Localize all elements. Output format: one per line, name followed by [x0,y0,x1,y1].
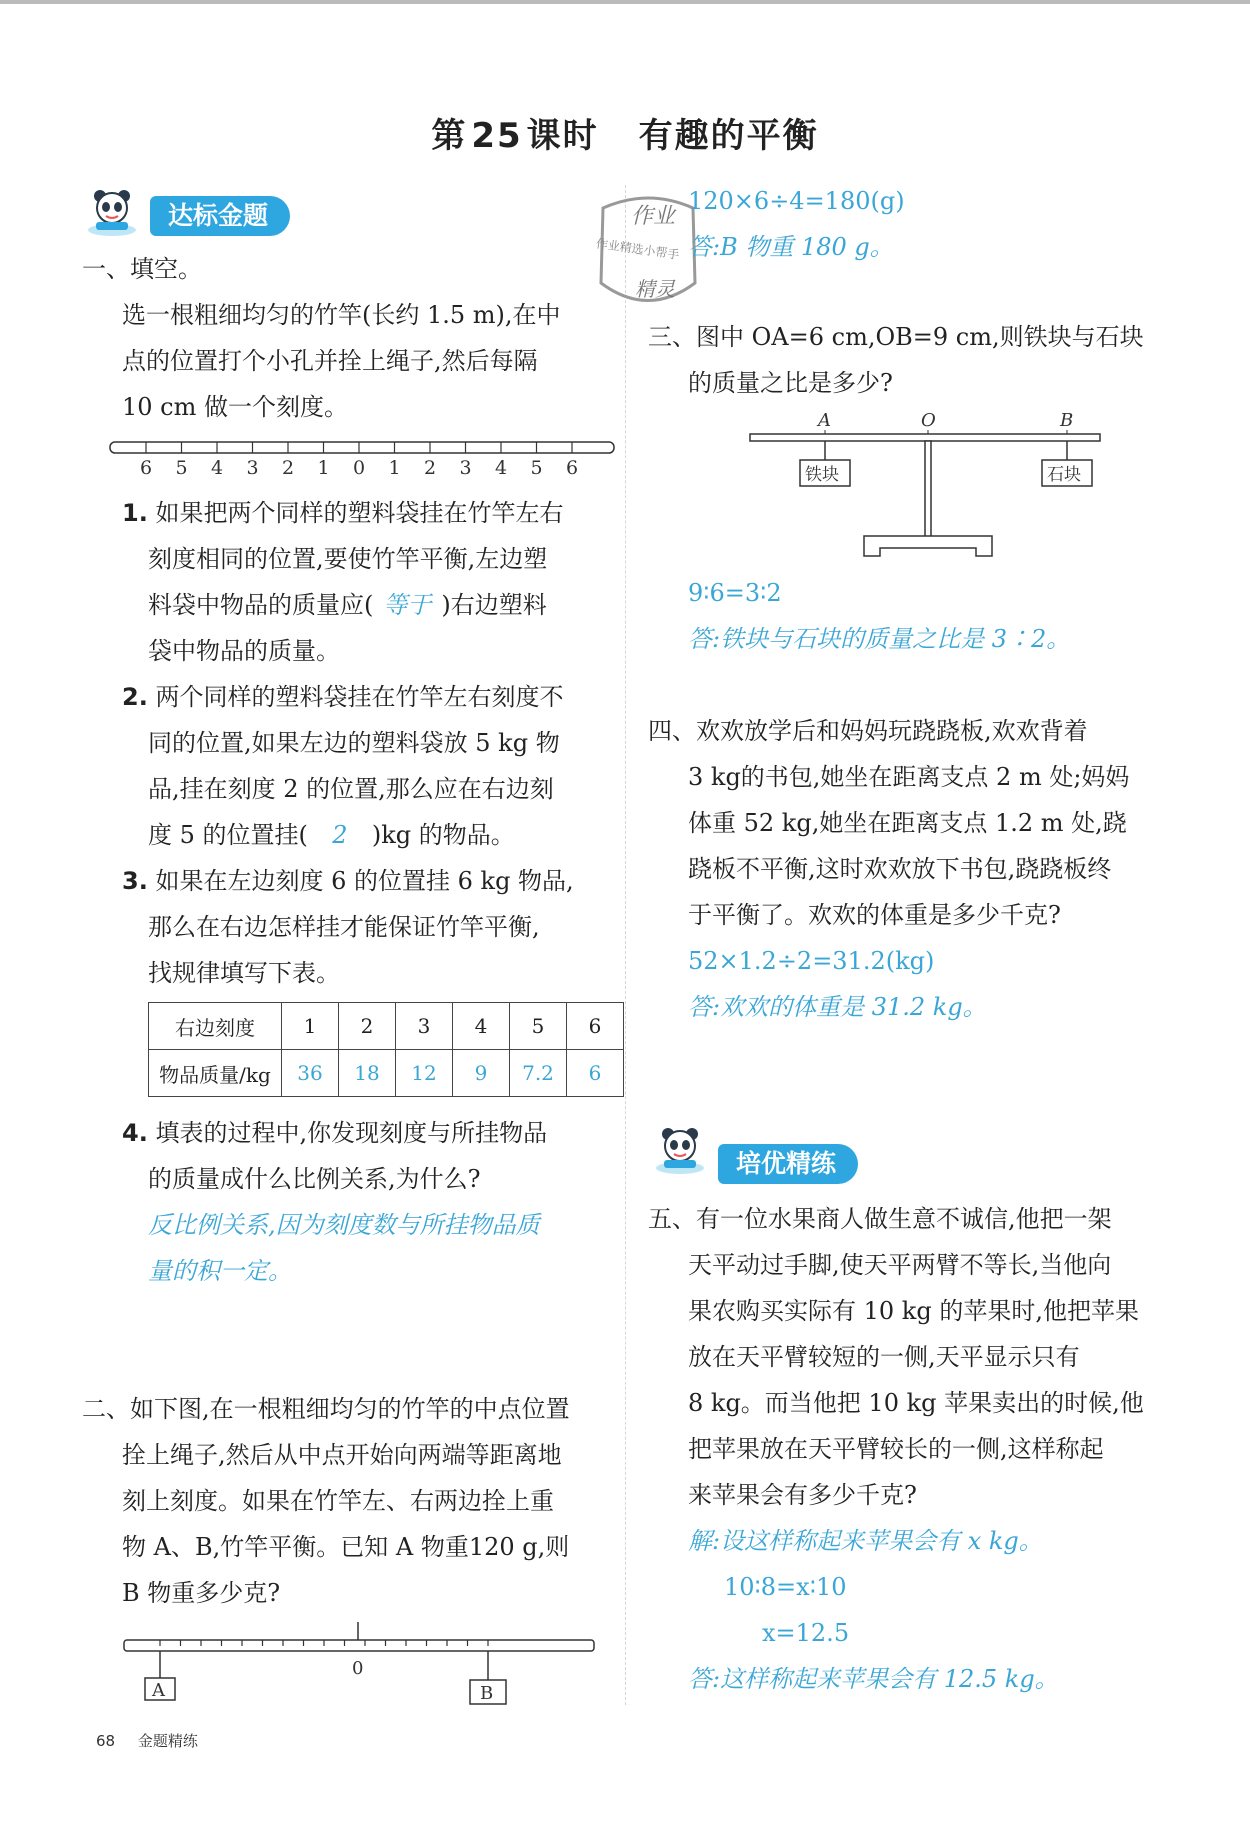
sub1-line: 刻度相同的位置,要使竹竿平衡,左边塑 [148,545,548,573]
page-number: 68 [96,1732,116,1750]
ruler-label: 5 [175,457,188,479]
q3-box-stone: 石块 [1047,465,1081,485]
sub4-answer[interactable]: 反比例关系,因为刻度数与所挂物品质 [148,1211,540,1239]
table-answer-cell[interactable]: 36 [282,1050,339,1097]
q1-sub2 [122,674,612,858]
q2-line: 拴上绳子,然后从中点开始向两端等距离地 [122,1441,562,1469]
q5-line: 放在天平臂较短的一侧,天平显示只有 [688,1343,1080,1371]
q5-answer-line: 解:设这样称起来苹果会有 x kg。 [688,1527,1043,1555]
ruler-label: 1 [388,457,401,479]
q3-label-a: A [818,410,831,431]
sub2-line: 度 5 的位置挂( [148,821,308,849]
q1-intro-line: 选一根粗细均匀的竹竿(长约 1.5 m),在中 [122,301,561,329]
sub1-line: 料袋中物品的质量应( [148,591,374,619]
sub3-line: 找规律填写下表。 [148,959,340,987]
ruler-label: 4 [211,457,224,479]
table-answer-cell[interactable]: 7.2 [510,1050,567,1097]
table-cell: 3 [396,1003,453,1050]
sub1-line: 袋中物品的质量。 [148,637,340,665]
q1-intro-line: 10 cm 做一个刻度。 [122,393,348,421]
q2-box-a: A [152,1680,165,1701]
panda-mascot-icon [654,1124,706,1176]
q5-answer[interactable] [688,1518,1059,1702]
ruler-label: 5 [530,457,543,479]
bamboo-ruler-diagram [104,436,624,482]
sub4-number: 4. [122,1119,148,1147]
q4-text [648,708,1178,938]
table-cell: 5 [510,1003,567,1050]
q2-answer[interactable] [688,178,905,270]
table-answer-cell[interactable]: 6 [567,1050,624,1097]
q5-answer-line: 答:这样称起来苹果会有 12.5 kg。 [688,1665,1059,1693]
table-header-mass: 物品质量/kg [149,1050,282,1097]
sub2-line: 两个同样的塑料袋挂在竹竿左右刻度不 [155,683,564,711]
q4-answer-line: 52×1.2÷2=31.2(kg) [688,947,935,975]
sub1-line: )右边塑料 [441,591,547,619]
ruler-label: 6 [140,457,153,479]
q1-intro [122,292,602,430]
q4-line: 跷板不平衡,这时欢欢放下书包,跷跷板终 [688,855,1112,883]
sub2-line: 同的位置,如果左边的塑料袋放 5 kg 物 [148,729,560,757]
q3-line: 的质量之比是多少? [688,369,893,397]
ruler-label: 1 [317,457,330,479]
q3-label-o: O [921,410,936,431]
table-row [149,1050,624,1097]
ruler-label: 2 [282,457,295,479]
q5-line: 五、有一位水果商人做生意不诚信,他把一架 [648,1205,1112,1233]
sub4-answer[interactable]: 量的积一定。 [148,1257,292,1285]
ruler-label: 0 [353,457,366,479]
panda-mascot-icon [86,186,138,238]
sub2-answer[interactable]: 2 [332,821,348,849]
q3-box-iron: 铁块 [805,465,839,485]
q1-heading: 一、填空。 [82,255,202,283]
svg-text:精灵: 精灵 [635,277,675,301]
section-banner-advanced: 培优精练 [718,1144,858,1184]
footer [96,1730,198,1751]
q1-sub1 [122,490,612,674]
q5-line: 把苹果放在天平臂较长的一侧,这样称起 [688,1435,1104,1463]
q4-line: 体重 52 kg,她坐在距离支点 1.2 m 处,跷 [688,809,1127,837]
page-title [0,108,1250,157]
q1-intro-line: 点的位置打个小孔并拴上绳子,然后每隔 [122,347,538,375]
ruler-label: 3 [459,457,472,479]
q5-answer-line: x=12.5 [762,1619,850,1647]
ruler-label: 2 [424,457,437,479]
table-cell: 2 [339,1003,396,1050]
sub1-line: 如果把两个同样的塑料袋挂在竹竿左右 [155,499,564,527]
table-row [149,1003,624,1050]
title-suffix: 课时 [526,116,599,156]
table-answer-cell[interactable]: 18 [339,1050,396,1097]
q2-answer-line: 答:B 物重 180 g。 [688,233,894,261]
column-divider [625,185,626,1705]
q3-label-b: B [1060,410,1074,431]
svg-text:作业: 作业 [631,204,676,229]
title-topic: 有趣的平衡 [638,116,819,156]
sub3-line: 如果在左边刻度 6 的位置挂 6 kg 物品, [155,867,574,895]
q5-line: 果农购买实际有 10 kg 的苹果时,他把苹果 [688,1297,1139,1325]
q5-line: 天平动过手脚,使天平两臂不等长,当他向 [688,1251,1112,1279]
q2-text [82,1386,612,1616]
section-banner-practice: 达标金题 [150,196,290,236]
q5-text [648,1196,1178,1518]
table-answer-cell[interactable]: 12 [396,1050,453,1097]
q2-line: 刻上刻度。如果在竹竿左、右两边拴上重 [122,1487,554,1515]
sub2-line: 品,挂在刻度 2 的位置,那么应在右边刻 [148,775,554,803]
title-prefix: 第 [431,116,468,156]
scale-mass-table [148,1002,624,1097]
table-cell: 6 [567,1003,624,1050]
q3-text [648,314,1168,406]
table-answer-cell[interactable]: 9 [453,1050,510,1097]
table-cell: 4 [453,1003,510,1050]
sub1-number: 1. [122,499,148,527]
ruler-label: 3 [246,457,259,479]
sub4-line: 的质量成什么比例关系,为什么? [148,1165,481,1193]
book-title: 金题精练 [137,1732,198,1750]
q4-line: 四、欢欢放学后和妈妈玩跷跷板,欢欢背着 [648,717,1088,745]
q5-line: 8 kg。而当他把 10 kg 苹果卖出的时候,他 [688,1389,1144,1417]
lesson-number: 25 [471,116,523,156]
q2-line: B 物重多少克? [122,1579,281,1607]
q1-sub4 [122,1110,612,1294]
q2-zero-label: 0 [352,1658,364,1679]
sub4-line: 填表的过程中,你发现刻度与所挂物品 [155,1119,548,1147]
ruler-label: 4 [495,457,508,479]
table-header-scale: 右边刻度 [149,1003,282,1050]
q4-answer-line: 答:欢欢的体重是 31.2 kg。 [688,993,987,1021]
q3-answer-line: 答:铁块与石块的质量之比是 3∶2。 [688,625,1071,653]
table-cell: 1 [282,1003,339,1050]
top-border [0,0,1250,4]
sub1-answer[interactable]: 等于 [383,591,432,619]
q4-line: 于平衡了。欢欢的体重是多少千克? [688,901,1061,929]
q5-line: 来苹果会有多少千克? [688,1481,917,1509]
q1-sub3 [122,858,612,996]
q5-answer-line: 10∶8=x∶10 [724,1573,847,1601]
q2-line: 二、如下图,在一根粗细均匀的竹竿的中点位置 [82,1395,570,1423]
sub2-line: )kg 的物品。 [371,821,515,849]
sub3-number: 3. [122,867,148,895]
q2-box-b: B [480,1683,494,1704]
q2-line: 物 A、B,竹竿平衡。已知 A 物重120 g,则 [122,1533,570,1561]
sub3-line: 那么在右边怎样挂才能保证竹竿平衡, [148,913,540,941]
q2-answer-line: 120×6÷4=180(g) [688,187,905,215]
svg-text:作业精选小帮手: 作业精选小帮手 [595,236,681,262]
q2-lever-diagram [118,1612,598,1708]
q4-answer[interactable] [688,938,987,1030]
q3-answer-line: 9∶6=3∶2 [688,579,782,607]
sub2-number: 2. [122,683,148,711]
ruler-label: 6 [566,457,579,479]
q3-answer[interactable] [688,570,1070,662]
q3-balance-diagram [744,408,1104,568]
q3-line: 三、图中 OA=6 cm,OB=9 cm,则铁块与石块 [648,323,1144,351]
q4-line: 3 kg的书包,她坐在距离支点 2 m 处;妈妈 [688,763,1130,791]
